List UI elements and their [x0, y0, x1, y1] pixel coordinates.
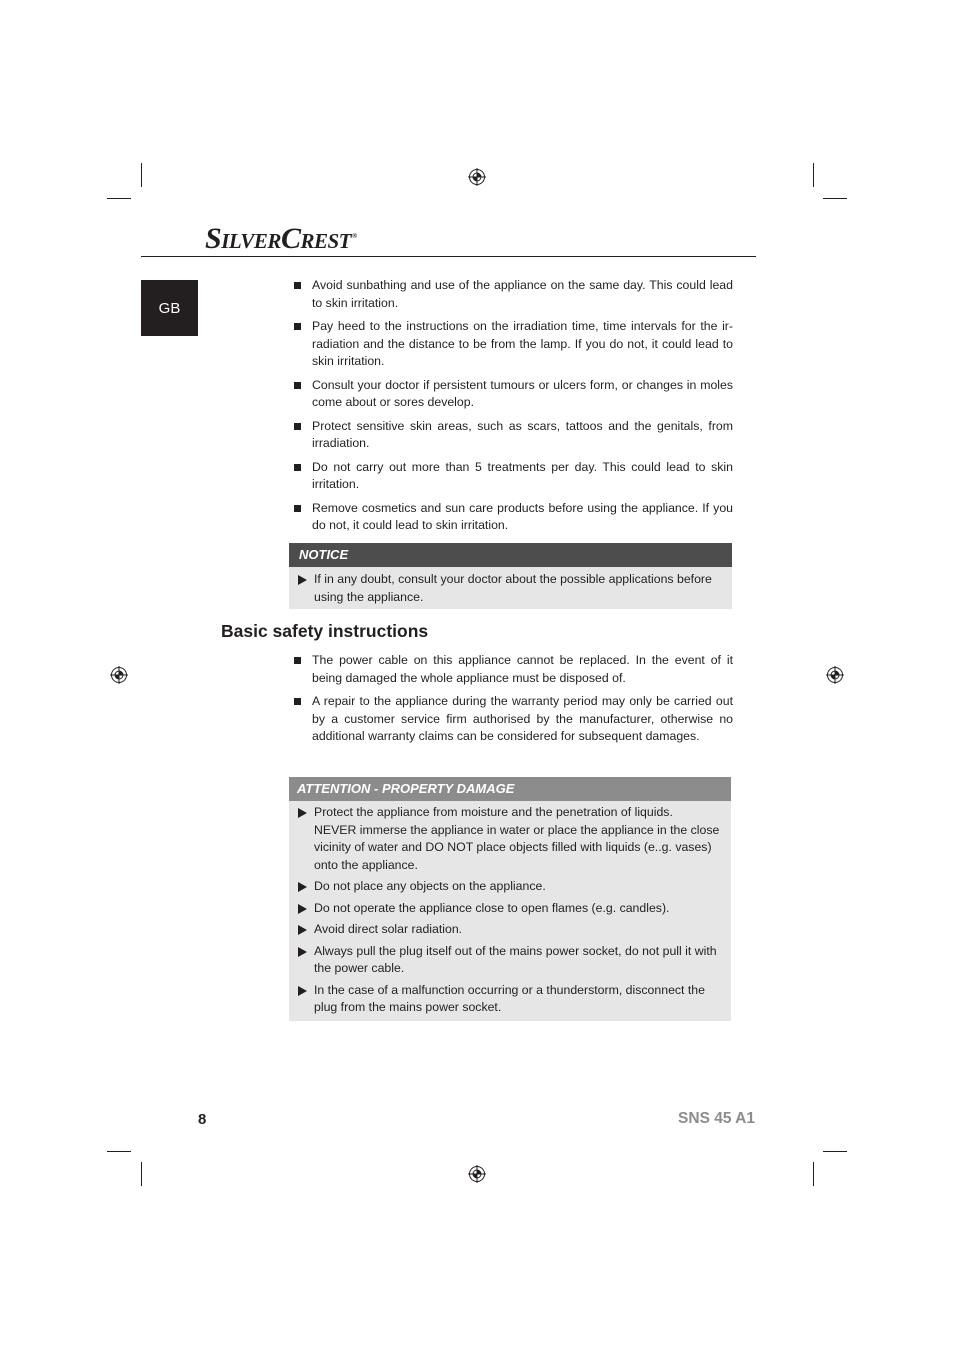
model-number: SNS 45 A1	[678, 1110, 755, 1127]
bullet-square-icon	[294, 464, 301, 471]
crop-mark	[823, 1151, 847, 1152]
list-item: The power cable on this appliance cannot be replaced. In the event of it being damaged the whole appliance must be disposed of.	[292, 652, 733, 687]
bullet-square-icon	[294, 698, 301, 705]
attention-item: Do not operate the appliance close to open flames (e.g. candles).	[298, 900, 721, 918]
attention-item: Always pull the plug itself out of the mains power socket, do not pull it with the power cable.	[298, 943, 721, 978]
bullet-square-icon	[294, 282, 301, 289]
crop-mark	[823, 198, 847, 199]
registration-mark-icon	[468, 168, 486, 186]
attention-item: Do not place any objects on the appliance.	[298, 878, 721, 896]
list-item: Pay heed to the instructions on the irradiation time, time intervals for the ir-radiation and the distance to be from the lamp. If you do not, it could lead to skin irritation.	[292, 318, 733, 371]
list-item: Consult your doctor if persistent tumours or ulcers form, or changes in moles come about or sores develop.	[292, 377, 733, 412]
list-item: A repair to the appliance during the warranty period may only be carried out by a customer service firm authorised by the manufacturer, otherwise no additional warranty claims can be considered for subsequent damages.	[292, 693, 733, 746]
bullet-square-icon	[294, 657, 301, 664]
registration-mark-icon	[826, 666, 844, 684]
page-number: 8	[198, 1111, 207, 1128]
list-item: Do not carry out more than 5 treatments per day. This could lead to skin irritation.	[292, 459, 733, 494]
basic-safety-bullet-list	[292, 652, 733, 752]
notice-item: If in any doubt, consult your doctor about the possible applications before using the appliance.	[298, 571, 722, 606]
arrow-right-icon	[298, 947, 307, 957]
attention-item: In the case of a malfunction occurring or a thunderstorm, disconnect the plug from the mains power socket.	[298, 982, 721, 1017]
bullet-square-icon	[294, 423, 301, 430]
bullet-square-icon	[294, 323, 301, 330]
arrow-right-icon	[298, 986, 307, 996]
attention-item: Protect the appliance from moisture and the penetration of liquids. NEVER immerse the appliance in water or place the appliance in the close vicinity of water and DO NOT place objects filled with liquids (e..g. vases) onto the appliance.	[298, 804, 721, 874]
registration-mark-icon	[110, 666, 128, 684]
arrow-right-icon	[298, 575, 307, 585]
list-item: Remove cosmetics and sun care products before using the appliance. If you do not, it could lead to skin irritation.	[292, 500, 733, 535]
safety-bullet-list	[292, 277, 733, 541]
brand-logo: SILVERCREST®	[205, 222, 357, 255]
registration-mark-icon	[468, 1165, 486, 1183]
crop-mark	[141, 163, 142, 187]
crop-mark	[813, 163, 814, 187]
attention-title: ATTENTION - PROPERTY DAMAGE	[289, 777, 731, 801]
list-item: Avoid sunbathing and use of the appliance on the same day. This could lead to skin irritation.	[292, 277, 733, 312]
bullet-square-icon	[294, 505, 301, 512]
arrow-right-icon	[298, 925, 307, 935]
list-item: Protect sensitive skin areas, such as scars, tattoos and the genitals, from irradiation.	[292, 418, 733, 453]
arrow-right-icon	[298, 808, 307, 818]
section-title: Basic safety instructions	[221, 621, 429, 641]
attention-box	[289, 777, 731, 1021]
arrow-right-icon	[298, 904, 307, 914]
header-rule	[141, 256, 756, 257]
language-tab: GB	[141, 280, 198, 336]
crop-mark	[141, 1162, 142, 1186]
notice-box	[289, 543, 732, 609]
attention-item: Avoid direct solar radiation.	[298, 921, 721, 939]
crop-mark	[107, 1151, 131, 1152]
notice-title: NOTICE	[289, 543, 732, 567]
crop-mark	[107, 198, 131, 199]
arrow-right-icon	[298, 882, 307, 892]
crop-mark	[813, 1162, 814, 1186]
bullet-square-icon	[294, 382, 301, 389]
